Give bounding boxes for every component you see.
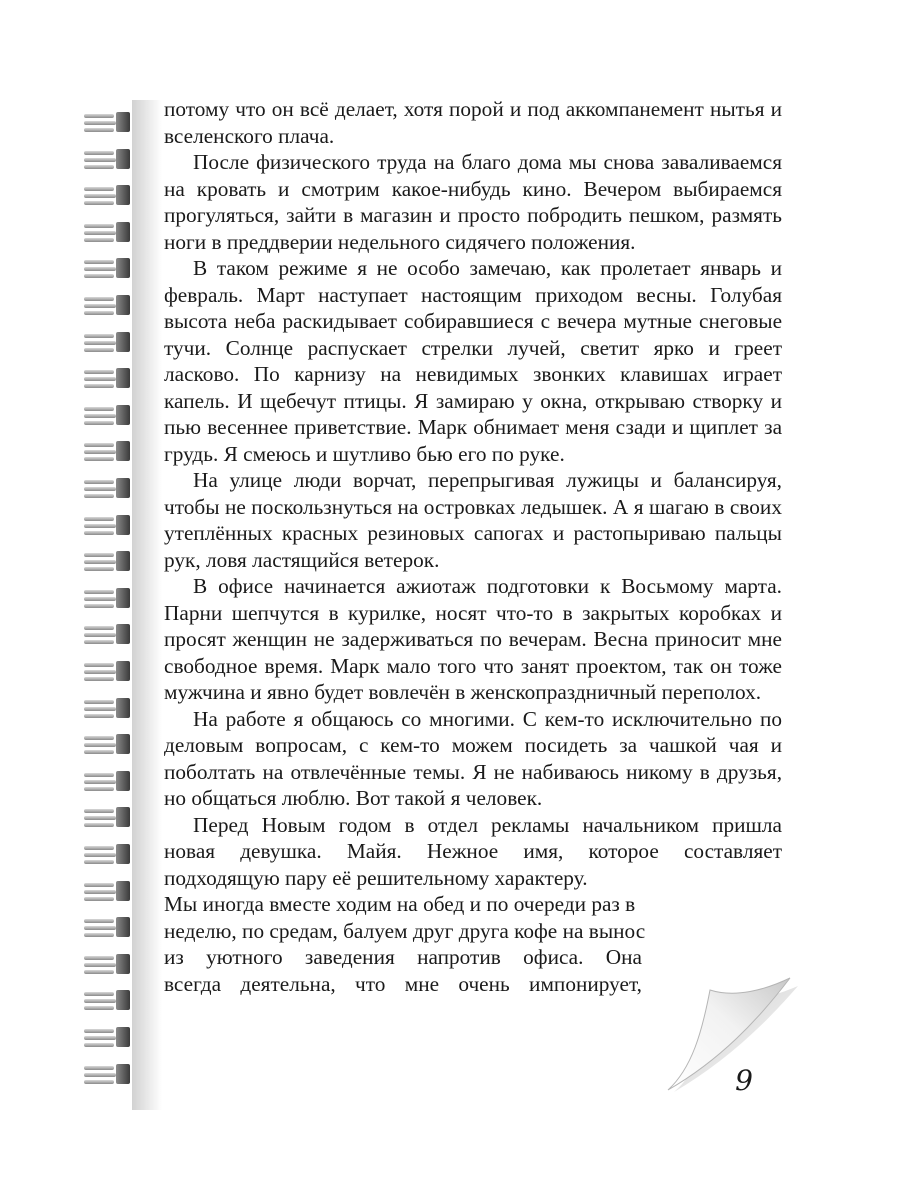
spiral-ring <box>84 734 136 754</box>
spiral-ring <box>84 771 136 791</box>
spiral-ring <box>84 990 136 1010</box>
text-line: На работе я общаюсь со многими. С кем-то исключительно <box>193 706 753 731</box>
text-line: В таком режиме я не особо замечаю, как пролетает <box>193 256 691 280</box>
text-line: А я шагаю в своих утеплённых красных резиновых сапогах <box>164 494 782 545</box>
text-line: Я смеюсь и шутливо бью его по руке. <box>223 441 565 466</box>
paragraph-7-cont-c <box>164 944 642 971</box>
text-line: сидячего положения. <box>445 229 636 254</box>
text-line: Весна приносит мне свободное время. Марк мало того что <box>164 627 782 678</box>
text-line: январь и февраль. Март наступает настоящим приходом <box>164 256 782 307</box>
spiral-ring <box>84 515 136 535</box>
page-curl-corner[interactable] <box>640 960 800 1100</box>
paragraph-7-cont-b <box>164 918 664 945</box>
spiral-ring <box>84 368 136 388</box>
spiral-ring <box>84 954 136 974</box>
text-line: птицы. Я замираю у окна, открываю створку и пью весеннее <box>164 388 782 439</box>
text-line: Мы иногда вместе ходим на обед и по очереди раз в <box>164 892 636 916</box>
paragraph-7-cont-a <box>164 891 704 918</box>
spiral-ring <box>84 441 136 461</box>
paragraph-1 <box>164 96 782 149</box>
text-line: балансируя, чтобы не поскользнуться на островках ледышек. <box>164 468 782 519</box>
text-line: побродить пешком, размять ноги в преддверии недельного <box>164 203 782 254</box>
spiral-ring <box>84 698 136 718</box>
text-line: по деловым вопросам, с кем-то можем посидеть за чашкой <box>164 706 782 757</box>
text-line: заваливаемся на кровать и смотрим какое-нибудь кино. <box>164 150 783 201</box>
spiral-ring <box>84 844 136 864</box>
spiral-ring <box>84 624 136 644</box>
spiral-ring <box>84 807 136 827</box>
text-line: пришла новая девушка. Майя. Нежное имя, которое <box>164 812 782 863</box>
text-line: невидимых звонких клавишах играет капель. И щебечут <box>164 362 782 413</box>
text-line: и растопыриваю пальцы рук, ловя ластящийся ветерок. <box>164 521 782 572</box>
spiral-ring <box>84 258 136 278</box>
text-line: неделю, по средам, балуем друг друга кофе на вынос <box>164 918 646 943</box>
text-line: из уютного заведения напротив офиса. Она <box>164 945 642 969</box>
spiral-ring <box>84 112 136 132</box>
spiral-ring <box>84 551 136 571</box>
paragraph-4 <box>164 467 782 573</box>
text-line: После физического труда на благо дома мы снова <box>193 150 655 174</box>
text-line: весны. Голубая высота неба раскидывает собиравшиеся <box>164 282 783 333</box>
page-text <box>164 96 782 997</box>
spiral-ring <box>84 661 136 681</box>
spiral-ring <box>84 295 136 315</box>
text-line: стрелки лучей, светит ярко и греет ласково. По карнизу на <box>164 335 782 386</box>
paragraph-5 <box>164 573 782 706</box>
paragraph-7 <box>164 812 782 892</box>
spiral-ring <box>84 588 136 608</box>
spiral-ring <box>84 478 136 498</box>
text-line: потому что он всё делает, хотя порой и под аккомпанемент <box>164 97 704 121</box>
page-number: 9 <box>735 1064 753 1097</box>
spiral-ring <box>84 332 136 352</box>
text-line: На улице люди ворчат, перепрыгивая лужицы и <box>193 468 662 492</box>
spiral-binding <box>84 112 154 1102</box>
paragraph-2 <box>164 149 782 255</box>
spiral-ring <box>84 149 136 169</box>
spiral-ring <box>84 405 136 425</box>
text-line: Вечером выбираемся прогуляться, зайти в магазин и просто <box>164 176 783 227</box>
text-line: с вечера мутные снеговые тучи. Солнце распускает <box>164 309 783 360</box>
text-line: нытья и вселенского плача. <box>164 97 782 148</box>
text-line: приветствие. Марк обнимает меня сзади и щиплет за грудь. <box>164 415 783 466</box>
text-line: марта. Парни шепчутся в курилке, носят что-то в закрытых <box>164 574 782 625</box>
paragraph-3 <box>164 255 782 467</box>
text-line: занят проектом, так он тоже мужчина и явно будет вовлечён <box>164 653 782 704</box>
text-line: коробках и просят женщин не задерживаться по вечерам. <box>164 600 782 651</box>
text-line: составляет подходящую пару её решительному характеру. <box>164 839 782 890</box>
spiral-ring <box>84 222 136 242</box>
spiral-ring <box>84 1064 136 1084</box>
spiral-ring <box>84 185 136 205</box>
spiral-ring <box>84 917 136 937</box>
spiral-ring <box>84 881 136 901</box>
spiral-ring <box>84 1027 136 1047</box>
text-line: Перед Новым годом в отдел рекламы начальником <box>193 812 699 837</box>
text-line: всегда деятельна, что мне очень импонирует, <box>164 971 642 996</box>
paragraph-6 <box>164 706 782 812</box>
text-line: в женскопраздничный переполох. <box>455 680 762 704</box>
text-line: чая и поболтать на отвлечённые темы. Я не набиваюсь <box>164 733 783 784</box>
text-line: В офисе начинается ажиотаж подготовки к Восьмому <box>193 574 714 598</box>
paragraph-7-cont-d <box>164 971 642 998</box>
text-line: никому в друзья, но общаться люблю. Вот такой я человек. <box>164 759 783 810</box>
